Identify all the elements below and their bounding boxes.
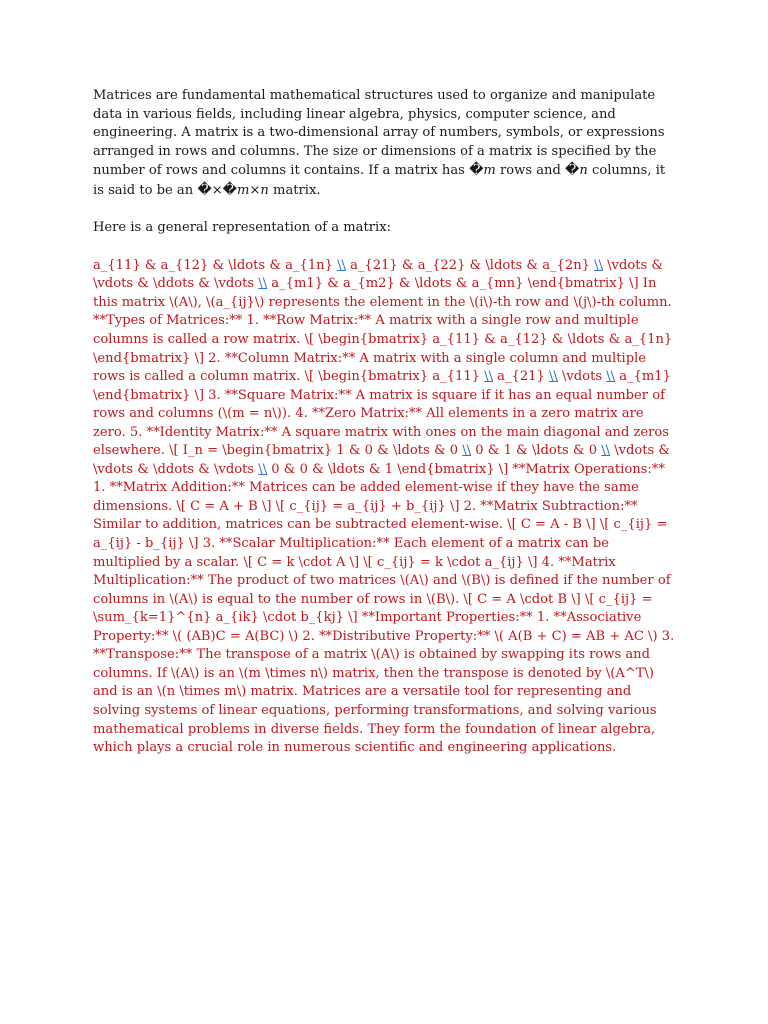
red-segment: \vdots [557,369,607,385]
red-segment: a_{21} [492,369,549,385]
red-segment: \vdots & \vdots & \ddots & \vdots [93,257,664,292]
red-segment: a_{m1} \end{bmatrix} \] 3. **Square Matrix:** A matrix is square if it has an equal number of rows and columns (\(m = n\)). 4. **Zero Matrix:** All elements in a zero matrix are zero. 5. **Identity Matrix:** A square matrix with ones on the main diagonal and zeros elsewhere. \[ I_n = \begin{bmatrix} 1 & 0 & \ldots & 0 [93,369,671,459]
math-n-symbol: n [579,163,588,179]
math-m-symbol: m [483,163,496,179]
general-representation-heading: Here is a general representation of a matrix: [93,220,391,236]
math-m-times-n [197,183,269,198]
intro-paragraph [93,87,678,200]
red-segment: a_{21} & a_{22} & \ldots & a_{2n} [345,257,595,273]
intro-text-4: matrix. [268,182,321,198]
latex-linebreak-link[interactable]: \\ [601,443,611,459]
intro-text-3: columns, it is said to be an [93,163,666,198]
red-segment: 0 & 1 & \ldots & 0 [471,443,602,459]
latex-linebreak-link[interactable]: \\ [549,369,558,385]
latex-linebreak-link[interactable]: \\ [606,369,616,385]
document-body [93,87,678,777]
red-segment: a_{m1} & a_{m2} & \ldots & a_{mn} \end{bmatrix} \] In this matrix \(A\), \(a_{ij}\) represents the element in the \(i\)-th row and \(j\)-th column. **Types of Matrices:** 1. **Row Matrix:** A matrix with a single row and multiple columns is called a row matrix. \[ \begin{bmatrix} a_{11} & a_{12} & \ldots & a_{1n} \end{bmatrix} \] 2. **Column Matrix:** A matrix with a single column and multiple rows is called a column matrix. \[ \begin{bmatrix} a_{11} [93,276,673,385]
math-mn-symbol: m×n [237,182,269,198]
replacement-glyph: � [469,162,484,179]
latex-linebreak-link[interactable]: \\ [258,276,268,292]
latex-matrix-content [93,257,678,758]
replacement-glyph: � [565,162,580,179]
replacement-glyph: � [222,181,238,198]
intro-text-1: Matrices are fundamental mathematical structures used to organize and manipulate data in various fields, including linear algebra, physics, computer science, and engineering. A matrix is a two-dimensional array of numbers, symbols, or expressions arranged in rows and columns. The size or dimensions of a matrix is specified by the number of rows and columns it contains. If a matrix has [93,88,665,179]
intro-text-2: rows and [495,163,566,179]
math-times-symbol: × [211,182,223,198]
replacement-glyph: � [197,181,212,198]
latex-linebreak-link[interactable]: \\ [337,257,346,273]
latex-linebreak-link[interactable]: \\ [462,443,472,459]
red-segment: \vdots & \vdots & \ddots & \vdots [93,443,671,477]
red-segment: 0 & 0 & \ldots & 1 \end{bmatrix} \] **Matrix Operations:** 1. **Matrix Addition:** Matrices can be added element-wise if they have the same dimensions. \[ C = A + B \] \[ c_{ij} = a_{ij} + b_{ij} \] 2. **Matrix Subtraction:** Similar to addition, matrices can be subtracted element-wise. \[ C = A - B \] \[ c_{ij} = a_{ij} - b_{ij} \] 3. **Scalar Multiplication:** Each element of a matrix can be multiplied by a scalar. \[ C = k \cdot A \] \[ c_{ij} = k \cdot a_{ij} \] 4. **Matrix Multiplication:** The product of two matrices \(A\) and \(B\) is defined if the number of columns in \(A\) is equal to the number of rows in \(B\). \[ C = A \cdot B \] \[ c_{ij} = \sum_{k=1}^{n} a_{ik} \cdot b_{kj} \] **Important Properties:** 1. **Associative Property:** \( (AB)C = A(BC) \) 2. **Distributive Property:** \( A(B + C) = AB + AC \) 3. **Transpose:** The transpose of a matrix \(A\) is obtained by swapping its rows and columns. If \(A\) is an \(m \times n\) matrix, then the transpose is denoted by \(A^T\) and is an \(n \times m\) matrix. Matrices are a versatile tool for representing and solving systems of linear equations, performing transformations, and solving various mathematical problems in diverse fields. They form the foundation of linear algebra, which plays a crucial role in numerous scientific and engineering applications. [93,461,675,756]
latex-linebreak-link[interactable]: \\ [594,257,603,273]
red-segment: a_{11} & a_{12} & \ldots & a_{1n} [93,257,338,273]
math-m [469,163,496,178]
latex-linebreak-link[interactable]: \\ [484,369,493,385]
latex-linebreak-link[interactable]: \\ [258,461,268,477]
math-n [565,163,588,178]
